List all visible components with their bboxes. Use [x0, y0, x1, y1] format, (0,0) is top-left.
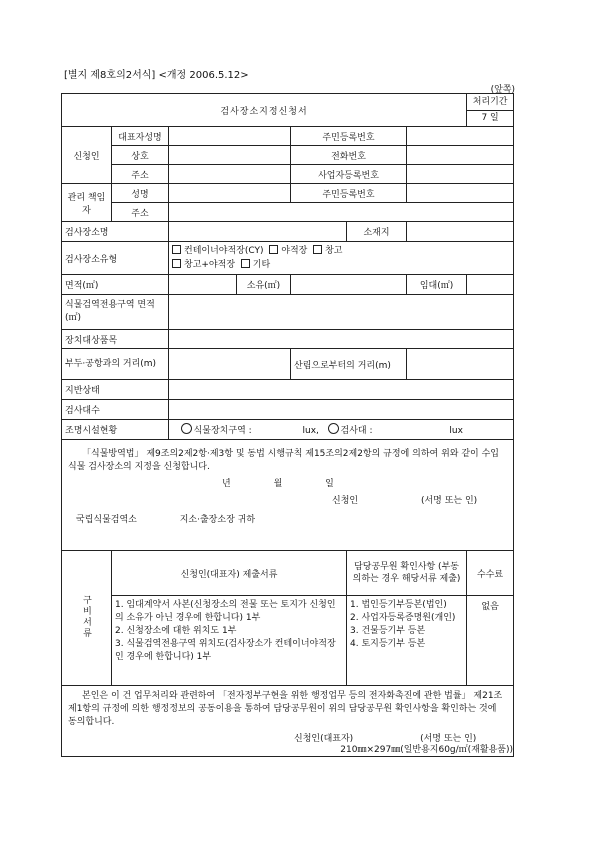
food-zone-field[interactable]: [169, 295, 514, 330]
radio-icon[interactable]: [328, 423, 339, 434]
applicant-docs-header: 신청인(대표자) 제출서류: [112, 551, 347, 596]
consent-sign-label: (서명 또는 인): [420, 734, 477, 744]
form-reference: [별지 제8호의2서식] <개정 2006.5.12>: [64, 70, 249, 81]
inspection-count-label: 검사대수: [62, 400, 169, 420]
manager-address-label: 주소: [112, 203, 169, 222]
area-field[interactable]: [169, 275, 237, 295]
official-docs-header: 담당공무원 확인사항 (부동의하는 경우 해당서류 제출): [347, 551, 467, 596]
day-label: 일: [325, 479, 334, 489]
inspection-lighting-label: 검사대 :: [340, 426, 373, 436]
storage-zone-lighting-label: 식물장치구역 :: [193, 426, 252, 436]
ground-field[interactable]: [169, 380, 514, 400]
rep-name-label: 대표자성명: [112, 127, 169, 146]
checkbox-icon: [313, 245, 322, 254]
manager-reg-no-label: 주민등록번호: [291, 184, 407, 203]
storage-items-field[interactable]: [169, 330, 514, 349]
owned-area-label: 소유(㎡): [237, 275, 291, 295]
site-type-options: [169, 242, 514, 275]
leased-area-field[interactable]: [467, 275, 514, 295]
official-doc-item: 4. 토지등기부 등본: [350, 639, 426, 649]
paper-spec: 210㎜×297㎜(일반용지60g/㎡(재활용품)): [340, 745, 513, 755]
trade-name-field[interactable]: [169, 146, 291, 165]
site-name-label: 검사장소명: [62, 222, 169, 242]
official-docs-list: [347, 596, 467, 686]
page-side-label: (앞쪽): [490, 85, 515, 95]
option-cy[interactable]: 컨테이너야적장(CY): [172, 246, 264, 256]
option-other[interactable]: 기타: [241, 260, 270, 270]
site-type-label: 검사장소유형: [62, 242, 169, 275]
forest-distance-label: 산림으로부터의 거리(m): [291, 349, 407, 380]
site-location-field[interactable]: [407, 222, 514, 242]
declaration-block: [62, 440, 514, 551]
applicant-address-label: 주소: [112, 165, 169, 184]
port-distance-field[interactable]: [169, 349, 291, 380]
declaration-sign-label: (서명 또는 인): [420, 496, 478, 506]
manager-name-field[interactable]: [169, 184, 291, 203]
ground-label: 지반상태: [62, 380, 169, 400]
applicant-doc-item: 2. 신청장소에 대한 위치도 1부: [115, 626, 237, 636]
radio-icon[interactable]: [181, 423, 192, 434]
application-form: [61, 93, 514, 757]
form-title: 검사장소지정신청서: [62, 94, 467, 127]
fee-value: 없음: [467, 596, 514, 686]
lux-unit-2: lux: [449, 426, 463, 436]
official-doc-item: 2. 사업자등록증명원(개인): [350, 613, 456, 623]
reg-no-label: 주민등록번호: [291, 127, 407, 146]
biz-reg-no-label: 사업자등록번호: [291, 165, 407, 184]
applicant-docs-list: [112, 596, 347, 686]
checkbox-icon: [241, 259, 250, 268]
applicant-address-field[interactable]: [169, 165, 291, 184]
docs-section-label: 구비서류: [62, 551, 112, 686]
lighting-label: 조명시설현황: [62, 420, 169, 440]
recipient-label: 국립식물검역소: [76, 515, 137, 525]
reg-no-field[interactable]: [407, 127, 514, 146]
storage-items-label: 장치대상품목: [62, 330, 169, 349]
forest-distance-field[interactable]: [407, 349, 514, 380]
site-name-field[interactable]: [169, 222, 347, 242]
port-distance-label: 부두·공항과의 거리(m): [62, 349, 169, 380]
option-warehouse[interactable]: 창고: [313, 246, 342, 256]
rep-name-field[interactable]: [169, 127, 291, 146]
declaration-applicant-label: 신청인: [332, 496, 359, 506]
month-label: 월: [273, 479, 283, 489]
manager-section-label: 관리 책임자: [62, 184, 112, 222]
lux-unit-1: lux,: [302, 426, 319, 436]
site-location-label: 소재지: [347, 222, 407, 242]
checkbox-icon: [172, 245, 181, 254]
applicant-doc-item: 3. 식물검역전용구역 위치도(검사장소가 컨테이너야적장인 경우에 한합니다) 1부: [115, 639, 336, 662]
applicant-section-label: 신청인: [62, 127, 112, 184]
food-zone-label: 식물검역전용구역 면적(㎡): [62, 295, 169, 330]
year-label: 년: [222, 479, 231, 489]
leased-area-label: 임대(㎡): [407, 275, 467, 295]
manager-name-label: 성명: [112, 184, 169, 203]
checkbox-icon: [269, 245, 278, 254]
option-yard[interactable]: 야적장: [269, 246, 307, 256]
option-warehouse-yard[interactable]: 창고+야적장: [172, 260, 235, 270]
biz-reg-no-field[interactable]: [407, 165, 514, 184]
manager-reg-no-field[interactable]: [407, 184, 514, 203]
branch-label: 지소·출장소장 귀하: [179, 515, 256, 525]
area-label: 면적(㎡): [62, 275, 169, 295]
declaration-text: 「식물방역법」 제9조의2제2항·제3항 및 동법 시행규칙 제15조의2제2항의 규정에 의하여 위와 같이 수입식물 검사장소의 지정을 신청합니다.: [68, 449, 499, 472]
official-doc-item: 1. 법인등기부등본(법인): [350, 600, 447, 610]
inspection-count-field[interactable]: [169, 400, 514, 420]
trade-name-label: 상호: [112, 146, 169, 165]
fee-header: 수수료: [467, 551, 514, 596]
processing-period-value: 7 일: [481, 112, 499, 123]
applicant-doc-item: 1. 임대계약서 사본(신청장소의 전물 또는 토지가 신청인의 소유가 아닌 경우에 한합니다) 1부: [115, 600, 336, 623]
consent-text: 본인은 이 건 업무처리와 관련하여 「전자정부구현을 위한 행정업무 등의 전자화촉진에 관한 법률」 제21조제1항의 규정에 의한 행정정보의 공동이용을 통하여 담당공무원이 위의 담당공무원 확인사항을 확인하는 것에 동의합니다.: [68, 691, 503, 727]
lighting-values: [169, 420, 514, 440]
checkbox-icon: [172, 259, 181, 268]
phone-field[interactable]: [407, 146, 514, 165]
manager-address-field[interactable]: [169, 203, 514, 222]
owned-area-field[interactable]: [291, 275, 407, 295]
processing-period-label: 처리기간: [467, 95, 513, 111]
phone-label: 전화번호: [291, 146, 407, 165]
official-doc-item: 3. 건물등기부 등본: [350, 626, 426, 636]
consent-applicant-label: 신청인(대표자): [294, 734, 354, 744]
